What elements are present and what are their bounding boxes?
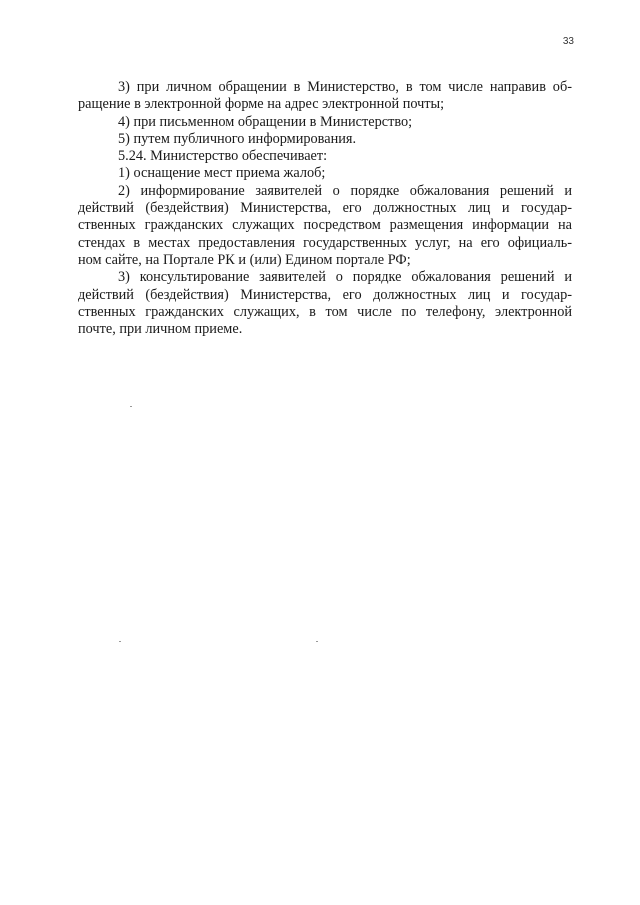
text-line: 1) оснащение мест приема жалоб; — [118, 165, 326, 182]
text-line: ственных гражданских служащих, в том числе по телефону, электронной — [78, 303, 572, 320]
page-number: 33 — [562, 36, 574, 47]
body-text — [78, 79, 572, 338]
scan-speck — [316, 641, 318, 642]
text-line: 2) информирование заявителей о порядке обжалования решений и — [118, 182, 572, 199]
text-line: 3) при личном обращении в Министерство, в том числе направив об- — [118, 79, 572, 95]
text-line: ственных гражданских служащих посредством размещения информации на — [78, 217, 572, 234]
scan-speck — [119, 641, 121, 642]
text-line: 4) при письменном обращении в Министерство; — [118, 113, 413, 130]
text-line: действий (бездействия) Министерства, его должностных лиц и государ- — [78, 200, 572, 217]
text-line: 5.24. Министерство обеспечивает: — [118, 148, 328, 165]
text-line: действий (бездействия) Министерства, его должностных лиц и государ- — [78, 286, 572, 303]
text-line: ращение в электронной форме на адрес электронной почты; — [78, 96, 445, 113]
text-line: почте, при личном приеме. — [78, 321, 243, 338]
text-line: 5) путем публичного информирования. — [118, 130, 357, 147]
text-line: 3) консультирование заявителей о порядке обжалования решений и — [118, 269, 572, 286]
text-line: ном сайте, на Портале РК и (или) Едином портале РФ; — [78, 251, 411, 268]
scan-speck — [130, 406, 132, 407]
text-line: стендах в местах предоставления государственных услуг, на его официаль- — [78, 234, 572, 251]
